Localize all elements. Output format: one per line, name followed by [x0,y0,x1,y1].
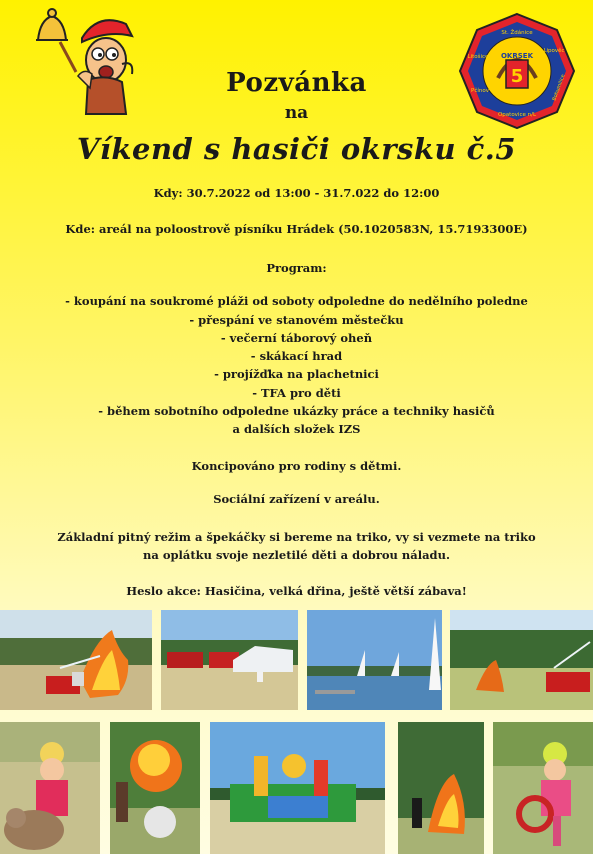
photo-burning-tree-firefighter [398,722,484,854]
badge-ring-text-right: Bohumilice [551,73,567,102]
program-item: - během sobotního odpoledne ukázky práce a techniky hasičů [98,404,495,418]
photo-fire-truck-spraying [450,610,593,710]
badge-ring-text-right-top: Lipověc [543,48,565,54]
program-item: - večerní táborový oheň [220,331,373,345]
event-location-line: Kde: areál na poloostrově písníku Hrádek (50.1020583N, 15.7193300E) [65,222,528,236]
photo-fire-explosion [110,722,200,854]
program-item: - přespání ve stanovém městečku [189,313,404,327]
photo-child-with-hose [493,722,593,854]
event-main-title: Víkend s hasiči okrsku č.5 [76,132,517,166]
drinks-note-line-2: na oplátku svoje nezletilé děti a dobrou náladu. [143,548,450,562]
badge-ring-text-left-top: Litošice [467,54,489,60]
program-item: - skákací hrad [250,349,343,363]
event-date-line: Kdy: 30.7.2022 od 13:00 - 31.7.022 do 12:00 [153,186,440,200]
badge-number: 5 [510,66,524,87]
program-item: - koupání na soukromé pláži od soboty odpoledne do nedělního poledne [65,294,528,308]
event-motto: Heslo akce: Hasičina, velká dřina, ještě větší zábava! [126,584,467,598]
drinks-note-line-1: Základní pitný režim a špekáčky si bereme na triko, vy si vezmete na triko [57,530,536,544]
badge-ring-text-left-bottom: Pčínov [471,88,489,94]
photo-child-with-toy [0,722,100,854]
photo-bouncy-castle [210,722,385,854]
facilities-note: Sociální zařízení v areálu. [213,492,380,506]
photo-camp-tents [161,610,298,710]
program-heading: Program: [266,261,327,275]
badge-ring-text-bottom: Opatovice n/L [497,112,537,118]
badge-ring-text-top: St. Ždánice [501,30,533,36]
families-note: Koncipováno pro rodiny s dětmi. [191,459,402,473]
program-item: a dalších složek IZS [232,422,361,436]
invitation-subtitle-na: na [284,103,309,123]
photo-lake-sailboats [307,610,442,710]
program-item: - projížďka na plachetnici [214,367,379,381]
program-item: - TFA pro děti [252,386,341,400]
badge-word: OKRSEK [500,52,534,60]
photo-fire-demo-truck [0,610,152,710]
invitation-title: Pozvánka [226,68,367,98]
